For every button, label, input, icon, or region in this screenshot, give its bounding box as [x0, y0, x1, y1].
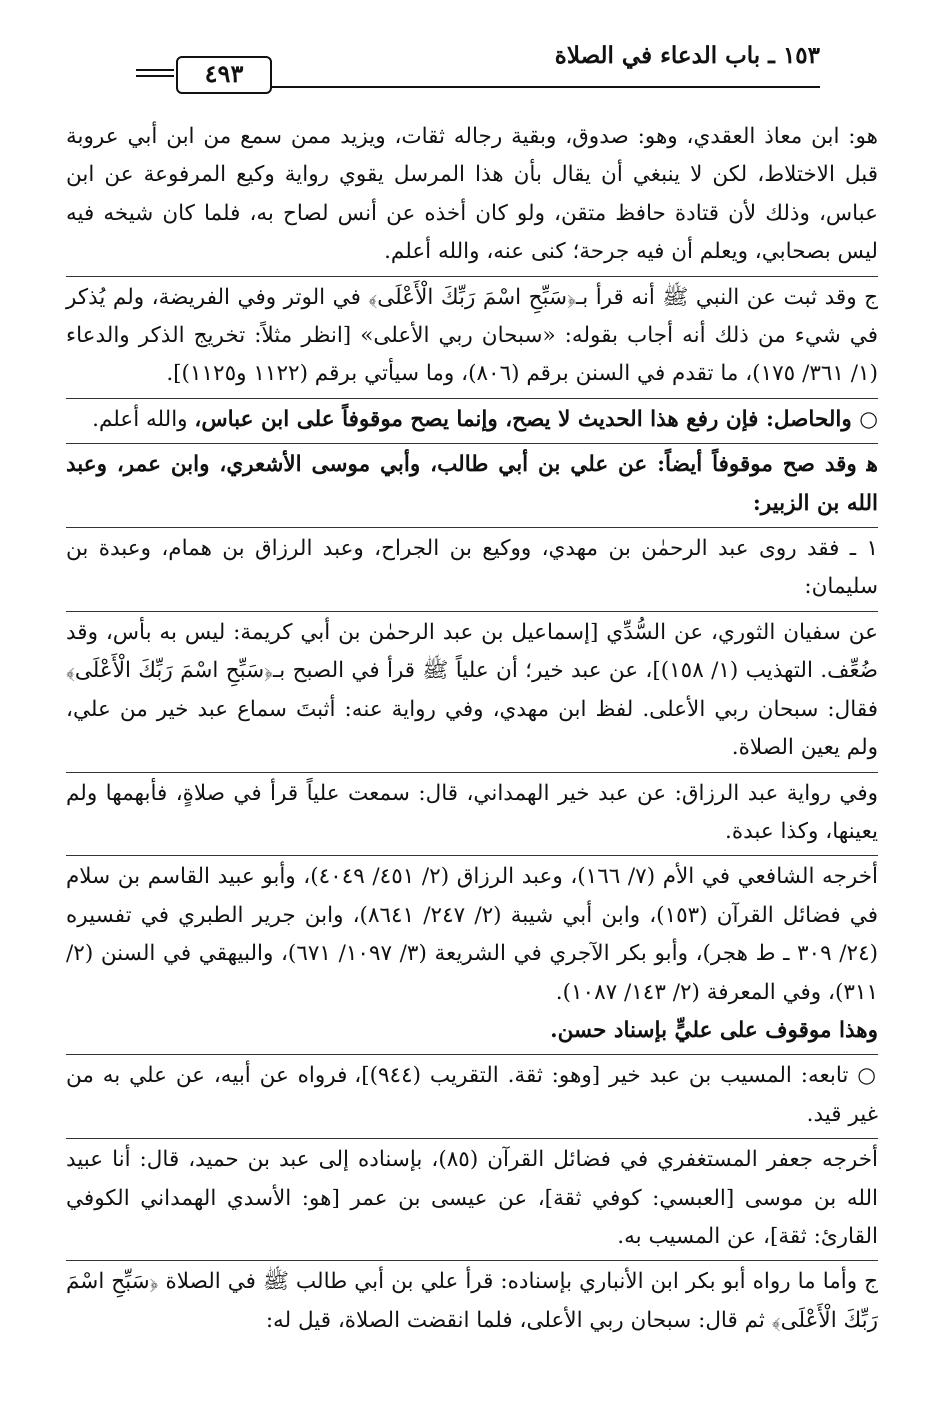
paragraph: وفي رواية عبد الرزاق: عن عبد خير الهمداني، قال: سمعت علياً قرأ في صلاةٍ، فأبهمها ولم يعينها، وكذا عبدة.: [66, 780, 878, 844]
divider: [66, 398, 878, 399]
paragraph: ﮬ وقد صح موقوفاً أيضاً: عن علي بن أبي طالب، وأبي موسى الأشعري، وابن عمر، وعبد الله بن الزبير:: [66, 452, 878, 516]
divider: [66, 1260, 878, 1261]
chapter-title: ١٥٣ ـ باب الدعاء في الصلاة: [554, 42, 820, 69]
paragraph: ○ تابعه: المسيب بن عبد خير [وهو: ثقة. التقريب (٩٤٤)]، فرواه عن أبيه، عن علي به من غير قيد.: [66, 1063, 878, 1127]
page-body: [66, 118, 878, 1340]
paragraph: عن سفيان الثوري، عن السُّدِّي [إسماعيل بن عبد الرحمٰن بن أبي كريمة: ليس به بأس، وقد ضُعِّف. التهذيب (١/ ١٥٨)]، عن عبد خير؛ أن علياً ﷺ قرأ في الصبح بـ﴿سَبِّحِ اسْمَ رَبِّكَ الْأَعْلَى﴾ فقال: سبحان ربي الأعلى. لفظ ابن مهدي، وفي رواية عنه: أثبتَ سماع عبد خير من علي، ولم يعين الصلاة.: [66, 619, 878, 761]
header-rule-left: [136, 69, 174, 77]
conclusion-bold: ○ والحاصل: فإن رفع هذا الحديث لا يصح، وإنما يصح موقوفاً على ابن عباس،: [194, 406, 878, 432]
divider: [66, 1138, 878, 1139]
divider: [66, 772, 878, 773]
paragraph: ج وقد ثبت عن النبي ﷺ أنه قرأ بـ﴿سَبِّحِ اسْمَ رَبِّكَ الْأَعْلَى﴾ في الوتر وفي الفريضة، ولم يُذكر في شيء من ذلك أنه أجاب بقوله: «سبحان ربي الأعلى» [انظر مثلاً: تخريج الذكر والدعاء (١/ ٣٦١/ ١٧٥)، ما تقدم في السنن برقم (٨٠٦)، وما سيأتي برقم (١١٢٢ و١١٢٥)].: [66, 284, 879, 387]
page-header: [66, 0, 878, 118]
divider: [66, 443, 878, 444]
divider: [66, 1054, 878, 1055]
divider: [66, 611, 878, 612]
divider: [66, 276, 878, 277]
conclusion-tail: والله أعلم.: [92, 406, 195, 432]
paragraph: وهذا موقوف على عليٍّ بإسناد حسن.: [550, 1017, 878, 1043]
paragraph: أخرجه جعفر المستغفري في فضائل القرآن (٨٥)، بإسناده إلى عبد بن حميد، قال: أنا عبيد الله بن موسى [العبسي: كوفي ثقة]، عن عيسى بن عمر [هو: الأسدي الهمداني الكوفي القارئ: ثقة]، عن المسيب به.: [66, 1147, 878, 1249]
paragraph: ج وأما ما رواه أبو بكر ابن الأنباري بإسناده: قرأ علي بن أبي طالب ﷺ في الصلاة ﴿سَبِّحِ اسْمَ رَبِّكَ الْأَعْلَى﴾ ثم قال: سبحان ربي الأعلى، فلما انقضت الصلاة، قيل له:: [66, 1269, 878, 1333]
paragraph: هو: ابن معاذ العقدي، وهو: صدوق، وبقية رجاله ثقات، ويزيد ممن سمع من ابن أبي عروبة قبل الاختلاط، لكن لا ينبغي أن يقال بأن هذا المرسل يقوي رواية وكيع المرفوعة عن ابن عباس، وذلك لأن قتادة حافظ متقن، ولو كان أخذه عن أنس لصاح به، فلما كان شيخه فيه ليس بصحابي، ويعلم أن فيه جرحة؛ كنى عنه، والله أعلم.: [66, 124, 878, 265]
page-number: ٤٩٣: [176, 56, 272, 94]
divider: [66, 855, 878, 856]
header-rule: [271, 86, 820, 88]
paragraph: ١ ـ فقد روى عبد الرحمٰن بن مهدي، ووكيع بن الجراح، وعبد الرزاق بن همام، وعبدة بن سليمان:: [66, 536, 878, 600]
paragraph: أخرجه الشافعي في الأم (٧/ ١٦٦)، وعبد الرزاق (٢/ ٤٥١/ ٤٠٤٩)، وأبو عبيد القاسم بن سلام في فضائل القرآن (١٥٣)، وابن أبي شيبة (٢/ ٢٤٧/ ٨٦٤١)، وابن جرير الطبري في تفسيره (٢٤/ ٣٠٩ ـ ط هجر)، وأبو بكر الآجري في الشريعة (٣/ ١٠٩٧/ ٦٧١)، والبيهقي في السنن (٢/ ٣١١)، وفي المعرفة (٢/ ١٤٣/ ١٠٨٧).: [66, 864, 879, 1005]
conclusion-paragraph: [66, 401, 878, 439]
divider: [66, 527, 878, 528]
